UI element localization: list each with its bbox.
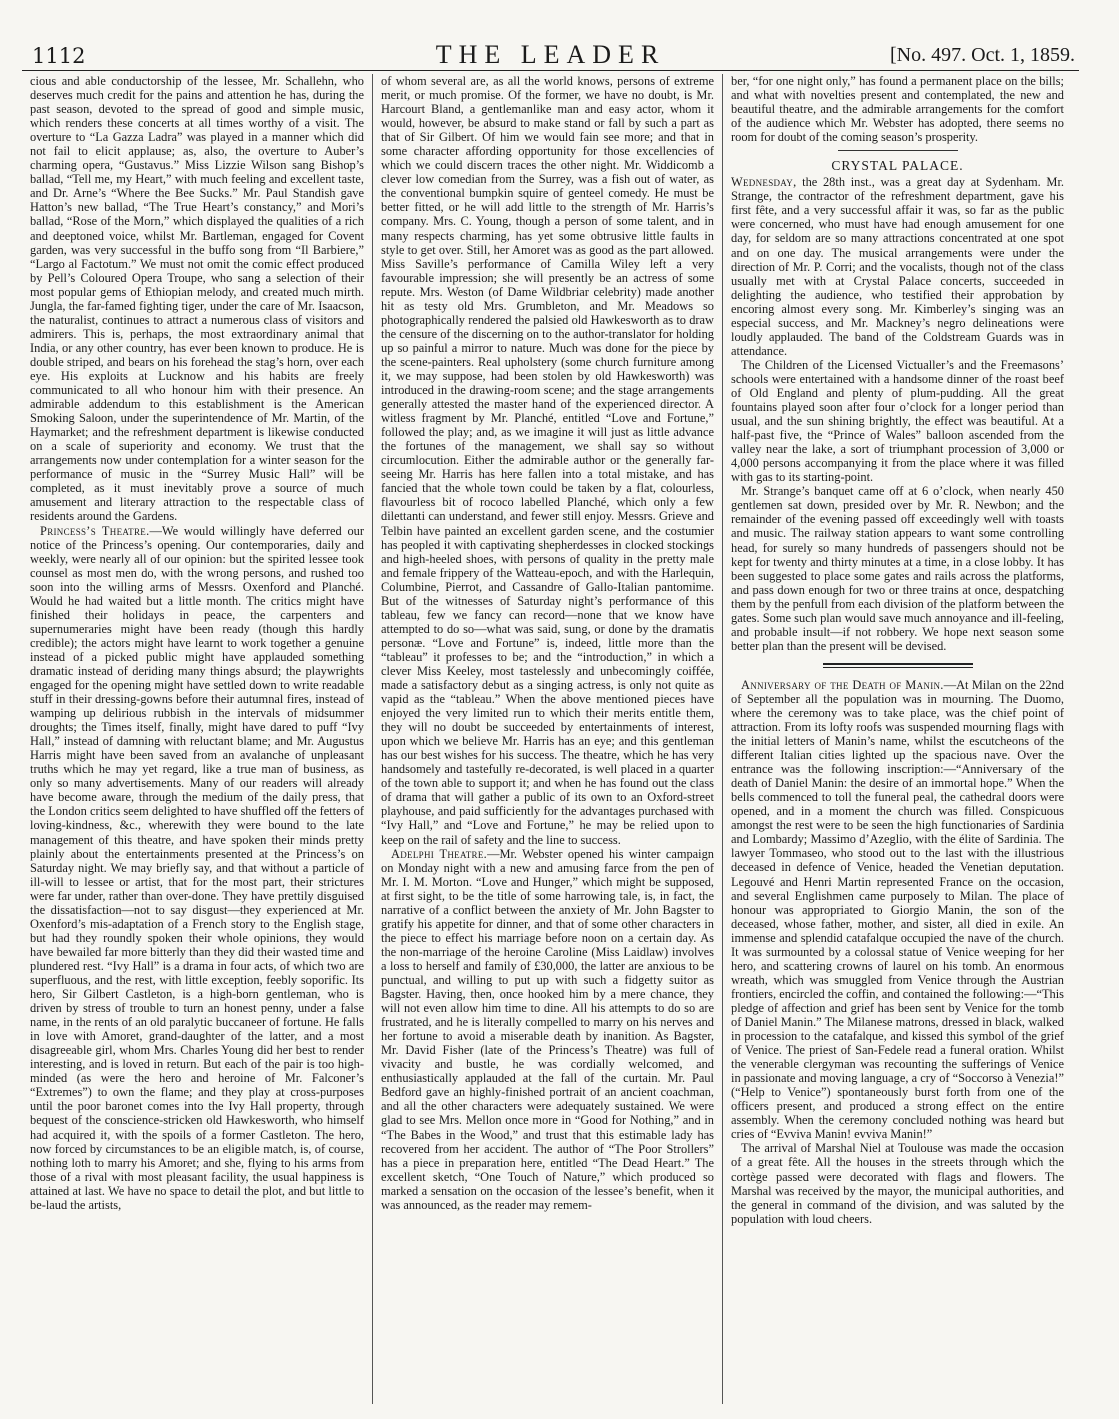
paragraph-lead: Wednesday,	[731, 175, 797, 190]
page-header	[22, 36, 1079, 71]
column-3	[722, 74, 1072, 1404]
paragraph: Mr. Strange’s banquet came off at 6 o’clock, when nearly 450 gentlemen sat down, presided over by Mr. R. Newbon; and the remainder of the evening passed off exceedingly well with toasts and music. The railway station appears to want some controlling head, for surely so many hundreds of passengers should not be kept for twenty and thirty minutes at a time, in a close lobby. It has been suggested to place some gates and rails across the platforms, and pass down enough for two or three trains at once, despatching them by the penfull from each division of the platform between the gates. Some such plan would save much annoyance and ill-feeling, and probable insult—if not robbery. We hope next season some better plan than the present will be devised.	[731, 484, 1064, 653]
paragraph	[30, 524, 364, 1212]
paragraph-lead: Anniversary of the Death of Manin.	[741, 677, 944, 692]
masthead-title: THE LEADER	[435, 40, 666, 69]
page-number: 1112	[32, 44, 86, 68]
issue-date: [No. 497. Oct. 1, 1859.	[890, 44, 1075, 66]
paragraph	[381, 847, 714, 1212]
column-2	[372, 74, 722, 1404]
section-divider	[823, 663, 973, 668]
columns	[22, 74, 1072, 1404]
paragraph	[731, 678, 1064, 1142]
paragraph: of whom several are, as all the world knows, persons of extreme merit, or much promise. Of the former, we have no doubt, is Mr. Harcourt Bland, a gentlemanlike man and easy actor, whom it would, however, be absurd to make stand or fall by such a part as that of Sir Gilbert. Of him we would fain see more; and that in some character affording opportunity for those excellencies of which we could discern traces the other night. Mr. Widdicomb a clever low comedian from the Surrey, was a fish out of water, as the conventional bumpkin squire of genteel comedy. He must be better fitted, or he will add little to the strength of Mr. Harris’s company. Mrs. C. Young, though a person of some talent, and in many respects charming, has yet some obtrusive little faults in style to get over. Still, her Amoret was as good as the part allowed. Miss Saville’s performance of Camilla Wiley left a very favourable impression; she will presently be an actress of some repute. Mrs. Weston (of Dame Wildbriar celebrity) made another hit as testy old Mrs. Grumbleton, and Mr. Meadows so photographically rendered the palsied old Hawkesworth as to draw the censure of the discerning on to the author-translator for holding up so painful a mirror to nature. Much was done for the piece by the scene-painters. Real upholstery (some church furniture among it, we may suppose, had been stolen by old Hawkesworth) was introduced in the drawing-room scene; and the stage arrangements generally attested the master hand of the experienced director. A witless fragment by Mr. Planché, entitled “Love and Fortune,” followed the play; and, as we imagine it will just as little advance the fortunes of the management, we shall say so without circumlocution. Either the admirable author or the generally far-seeing Mr. Harris has here fallen into a total mistake, and has fancied that the whole town could be taken by a flat, colourless, flavourless bit of rococo labelled Planché, which only a few dilettanti can understand, and fewer still enjoy. Messrs. Grieve and Telbin have painted an excellent garden scene, and the costumier has peopled it with captivating shepherdesses in clocked stockings and high-heeled shoes, with persons of quality in the pretty male and female frippery of the Watteau-epoch, and with the Harlequin, Columbine, Pierrot, and Cassandre of Gallo-Italian pantomime. But of the witnesses of Saturday night’s performance of this tableau, few we fancy can record—none that we know have attempted to do so—what was said, sung, or done by the dramatis personæ. “Love and Fortune” is, indeed, little more than the “tableau” it professes to be; and the “introduction,” in which a clever Miss Keeley, most tastelessly and unbecomingly coiffée, made a satisfactory debut as a singing actress, is only not quite as vapid as the “tableau.” When the above mentioned pieces have enjoyed the very limited run to which their merits entitle them, they will no doubt be succeeded by entertainments of interest, upon which we believe Mr. Harris has an eye; and this gentleman has our best wishes for his success. The theatre, which he has very handsomely and tastefully re-decorated, is well placed in a quarter of the town able to support it; and when he has found out the class of drama that will gather a public of its own to an Oxford-street playhouse, and paid sufficiently for the advantages purchased with “Ivy Hall,” and “Love and Fortune,” he may be relied upon to keep on the rail of safety and the line to success.	[381, 74, 714, 847]
paragraph-body: —We would willingly have deferred our notice of the Princess’s opening. Our contemporaries, daily and weekly, were nearly all of our opinion: but the spirited lessee took counsel as most men do, with the wrong persons, and rushed too soon into the willing arms of Messrs. Oxenford and Planché. Would he had waited but a little month. The critics might have finished their holidays in peace, the carpenters and supernumeraries might have been ready (though this hardly credible); the actors might have learnt to work together a genuine instead of a picked public might have applauded something dramatic instead of deriding many things absurd; the playwrights engaged for the opening might have settled down to write readable stuff in their dressing-gowns before their autumnal fires, instead of wamping up delirious rubbish in the intervals of midsummer droughts; the Times itself, finally, might have dared to puff “Ivy Hall,” instead of damning with reluctant blame; and Mr. Augustus Harris might have been saved from an avalanche of unpleasant truths which he may yet regard, like a true man of business, as only so many advertisements. Many of our readers will already have become aware, through the medium of the daily press, that the London critics seem delighted to have shuffled off the fetters of loving-kindness, &c., wherewith they were bound to the late management of this theatre, and have spoken their minds pretty plainly about the entertainments presented at the Princess’s on Saturday night. We may briefly say, and that without a particle of ill-will to lessee or artist, that for the most part, their strictures were far under, rather than over-done. They have prettily disguised the dissatisfaction—not to say disgust—they experienced at Mr. Oxenford’s mis-adaptation of a French story to the English stage, but had they roundly spoken their whole opinions, they would have bewailed far more bitterly than they did their wasted time and plundered rest. “Ivy Hall” is a drama in four acts, of which two are superfluous, and the rest, with little exception, feebly soporific. Its hero, Sir Gilbert Castleton, is a high-born gentleman, who is driven by stress of trouble to turn an honest penny, under a false name, in the rents of an old paralytic buccaneer of fortune. He falls in love with Amoret, grand-daughter of the latter, and a most disagreeable girl, whom Mrs. Charles Young did her best to render interesting, and is loved in return. But each of the pair is too high-minded (as were the hero and heroine of Mr. Falconer’s “Extremes”) to own the flame; and they play at cross-purposes until the poor baronet comes into the Ivy Hall property, through bequest of the conscience-stricken old Hawkesworth, who himself had acquired it, with the spoils of a former Castleton. The hero, now forced by circumstances to be an eligible match, is, of course, nothing loth to marry his Amoret; and she, flying to his arms from those of a rival with most pleasant facility, the usual happiness is attained at last. We have no space to detail the plot, and but little to be-laud the artists,	[30, 523, 364, 1212]
paragraph-lead: Princess’s Theatre.	[40, 523, 150, 538]
paragraph-body: —At Milan on the 22nd of September all the population was in mourning. The Duomo, where the ceremony was to take place, was the chief point of attraction. From its lofty roofs was suspended mourning flags with the initial letters of Manin’s name, whilst the escutcheons of the different Italian cities lighted up the spacious nave. Over the entrance was the following inscription:—“Anniversary of the death of Daniel Manin: the desire of an immortal hope.” When the bells commenced to toll the funeral peal, the cathedral doors were opened, and in a moment the church was filled. Conspicuous amongst the rest were to be seen the high functionaries of Sardinia and Lombardy; Massimo d’Azeglio, with the élite of Sardinia. The lawyer Tommaseo, who stood out to the last with the illustrious deceased in defence of Venice, headed the Venetian deputation. Legouvé and Henri Martin represented France on the occasion, and several Englishmen came purposely to Milan. The place of honour was appropriated to Giorgio Manin, the son of the deceased, whose father, mother, and sister, all died in exile. An immense and splendid catafalque occupied the nave of the church. It was surmounted by a colossal statue of Venice weeping for her hero, and scattering crowns of laurel on his tomb. An enormous wreath, which was smuggled from Venice through the Austrian frontiers, encircled the coffin, and contained the following:—“This pledge of affection and grief has been sent by Venice for the tomb of Daniel Manin.” The Milanese matrons, dressed in black, walked in procession to the catafalque, and kissed this symbol of the grief of Venice. The priest of San-Fedele read a funeral oration. Whilst the venerable clergyman was recounting the sufferings of Venice in passionate and moving language, a cry of “Soccorso à Venezia!” (“Help to Venice”) spontaneously burst forth from one of the officers present, and produced a strong effect on the entire assembly. When the ceremony concluded nothing was heard but cries of “Evviva Manin! evviva Manin!”	[731, 677, 1064, 1142]
column-1	[22, 74, 372, 1404]
paragraph: ber, “for one night only,” has found a permanent place on the bills; and what with novelties present and contemplated, the new and beautiful theatre, and the admirable arrangements for the comfort of the audience which Mr. Webster has adopted, there seems no room for doubt of the coming season’s prosperity.	[731, 74, 1064, 145]
paragraph: The arrival of Marshal Niel at Toulouse was made the occasion of a great fête. All the houses in the streets through which the cortège passed were decorated with flags and flowers. The Marshal was received by the mayor, the municipal authorities, and the general in command of the division, and was saluted by the population with loud cheers.	[731, 1141, 1064, 1226]
section-title: CRYSTAL PALACE.	[831, 158, 964, 174]
paragraph-body: the 28th inst., was a great day at Sydenham. Mr. Strange, the contractor of the refreshment department, gave his first fête, and a very successful affair it was, so far as the public were concerned, who must have had enough amusement for one day, for seldom are so many attractions concentrated at one spot and on one day. The musical arrangements were under the direction of Mr. P. Corri; and the vocalists, though not of the class usually met with at Crystal Palace concerts, succeeded in delighting the audience, who testified their approbation by encoring almost every song. Mr. Kimberley’s singing was an especial success, and Mr. Mackney’s negro delineations were loudly applauded. The band of the Coldstream Guards was in attendance.	[731, 175, 1064, 358]
paragraph: The Children of the Licensed Victualler’s and the Freemasons’ schools were entertained with a handsome dinner of the roast beef of Old England and plenty of plum-pudding. All the great fountains played soon after four o’clock for a longer period than usual, and the sun shining brightly, the effect was beautiful. At a half-past five, the “Prince of Wales” balloon ascended from the valley near the lake, a sort of triumphant procession of 3,000 or 4,000 persons accompanying it from the place where it was filled with gas to its starting-point.	[731, 357, 1064, 485]
paragraph	[731, 175, 1064, 358]
paragraph-lead: Adelphi Theatre.	[391, 846, 488, 861]
paragraph-body: —Mr. Webster opened his winter campaign on Monday night with a new and amusing farce from the pen of Mr. I. M. Morton. “Love and Hunger,” which might be supposed, at first sight, to be the title of some harrowing tale, is, in fact, the narrative of a conflict between the anxiety of Mr. John Bagster to gratify his appetite for dinner, and that of some other characters in the piece to effect his marriage before noon on a certain day. As the non-marriage of the heroine Caroline (Miss Laidlaw) involves a loss to herself and family of £30,000, the latter are anxious to be punctual, and willing to put up with such a fidgetty suitor as Bagster. Having, then, once hooked him by a mere chance, they will not even allow him time to dine. All his attempts to do so are frustrated, and he is literally compelled to marry on his nerves and her fortune to avoid a miserable death by inanition. As Bagster, Mr. David Fisher (late of the Princess’s Theatre) was full of vivacity and bustle, he was cordially welcomed, and enthusiastically applauded at the fall of the curtain. Mr. Paul Bedford gave an highly-finished portrait of an ancient coachman, and all the other characters were adequately sustained. We were glad to see Mrs. Mellon once more in “Good for Nothing,” and in “The Babes in the Wood,” and trust that this estimable lady has recovered from her accident. The author of “The Poor Strollers” has a piece in preparation here, entitled “The Dead Heart.” The excellent sketch, “One Touch of Nature,” which produced so marked a sensation on the occasion of the lessee’s benefit, when it was announced, as the reader may remem-	[381, 846, 714, 1212]
divider	[838, 150, 958, 151]
paragraph: cious and able conductorship of the lessee, Mr. Schallehn, who deserves much credit for the pains and attention he has, during the past season, devoted to the spread of good and simple music, which renders these concerts at all times worthy of a visit. The overture to “La Gazza Ladra” was played in a manner which did not fail to elicit applause; as, also, the overture to Auber’s charming opera, “Gustavus.” Miss Lizzie Wilson sang Bishop’s ballad, “Tell me, my Heart,” with much feeling and excellent taste, and Dr. Arne’s “Where the Bee Sucks.” Mr. Paul Standish gave Hatton’s new ballad, “The True Heart’s constancy,” and Mori’s ballad, “Rose of the Morn,” which displayed the qualities of a rich and deeptoned voice, whilst Mr. Bartleman, engaged for Covent garden, was very successful in the buffo song from “Il Barbiere,” “Largo al Factotum.” We must not omit the comic effect produced by Pell’s Coloured Opera Troupe, who sang a selection of their most popular gems of Ethiopian melody, and created much mirth. Jungla, the far-famed fighting tiger, under the care of Mr. Isaacson, the naturalist, continues to attract a numerous class of visitors and admirers. This is, perhaps, the most extraordinary animal that India, or any other country, has ever been known to produce. He is double striped, and bears on his forehead the stag’s horn, over each eye. His exploits at Lucknow and his habits are freely communicated to all who honour him with their presence. An admirable addendum to this establishment is the American Smoking Saloon, under the superintendence of Mr. Martin, of the Haymarket; and the refreshment department is likewise conducted on a scale of superiority and economy. We trust that the arrangements now under contemplation for a winter season for the performance of music in the “Surrey Music Hall” will be completed, as it must inevitably prove a source of much amusement and literary attraction to the respectable class of residents around the Gardens.	[30, 74, 364, 524]
